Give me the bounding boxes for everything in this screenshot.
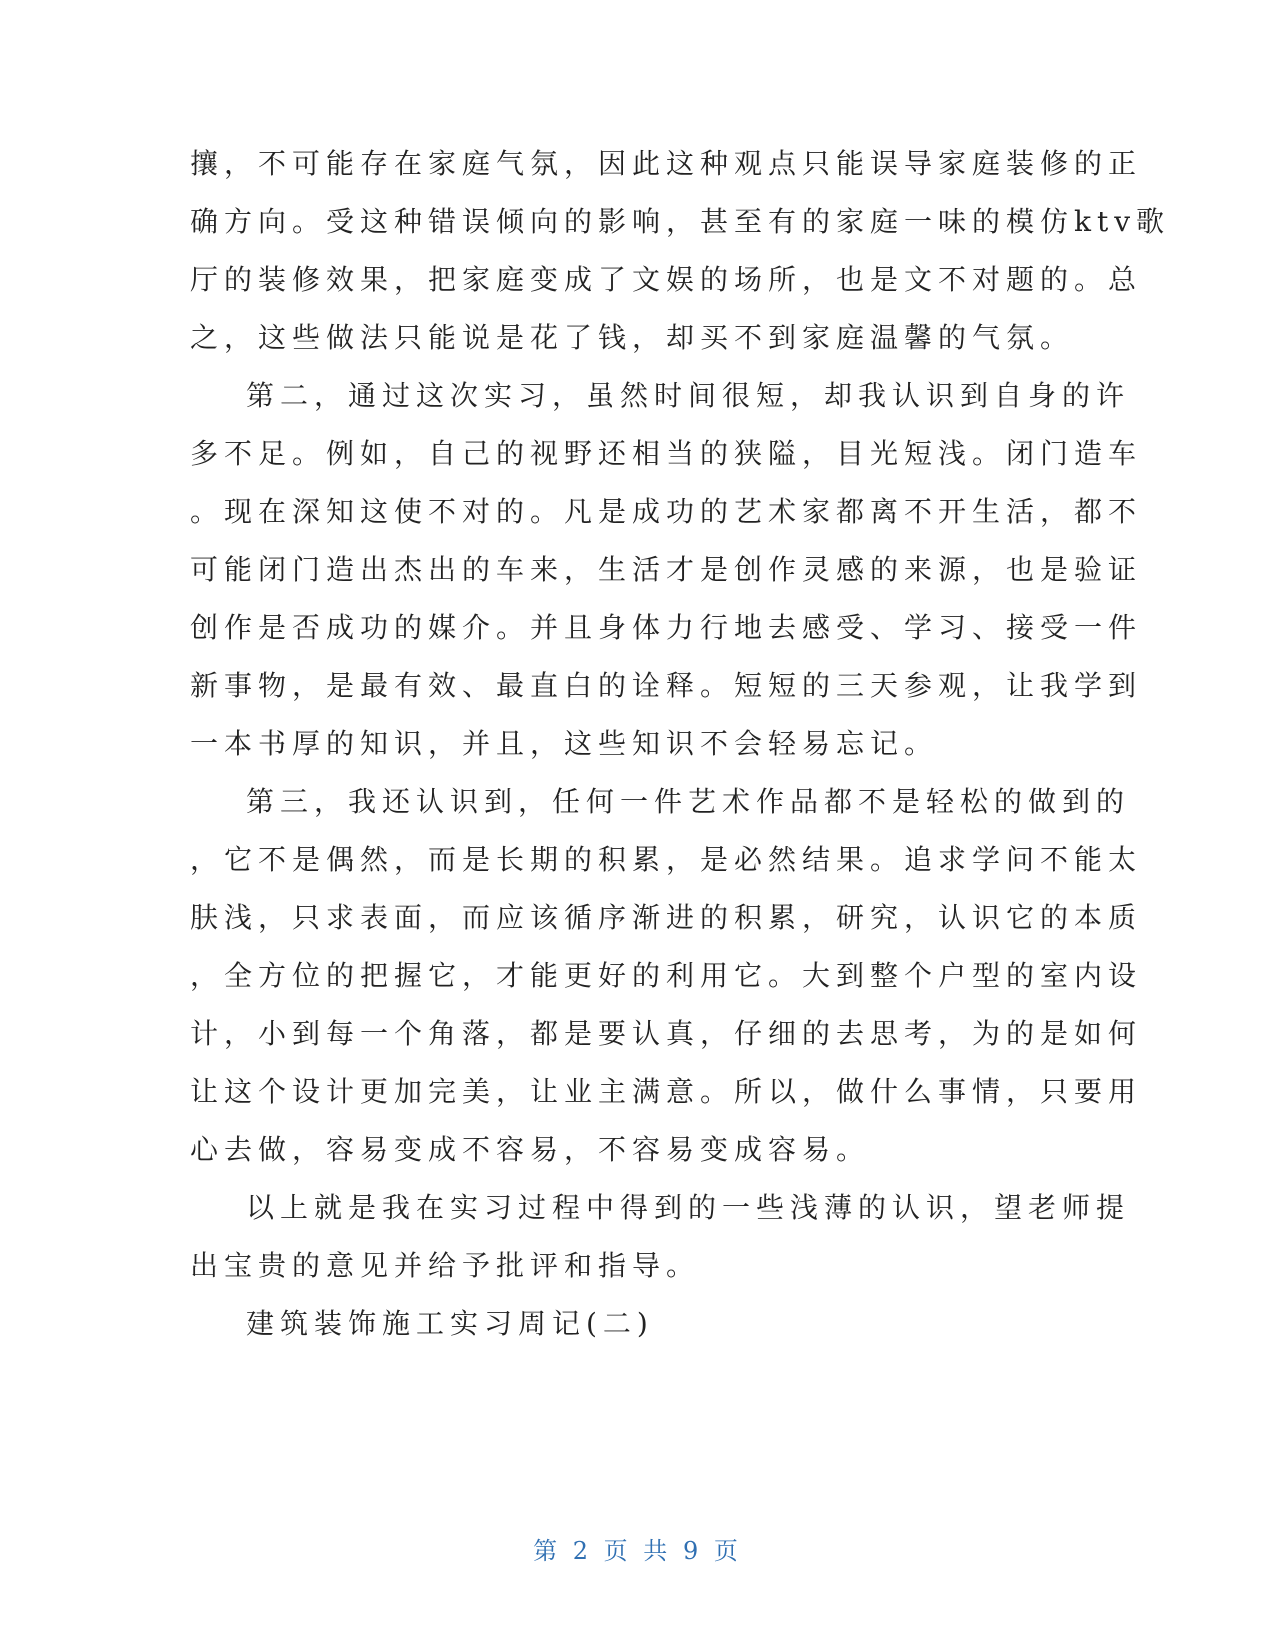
text-line: 肤浅，只求表面，而应该循序渐进的积累，研究，认识它的本质 [190, 901, 1143, 934]
text-line: 以上就是我在实习过程中得到的一些浅薄的认识，望老师提 [246, 1191, 1131, 1224]
text-line: 第三，我还认识到，任何一件艺术作品都不是轻松的做到的 [246, 785, 1131, 818]
text-line: ，它不是偶然，而是长期的积累，是必然结果。追求学问不能太 [190, 843, 1143, 876]
text-line: 之，这些做法只能说是花了钱，却买不到家庭温馨的气氛。 [190, 321, 1075, 354]
text-line: 。现在深知这使不对的。凡是成功的艺术家都离不开生活，都不 [190, 495, 1143, 528]
text-line: 第二，通过这次实习，虽然时间很短，却我认识到自身的许 [246, 379, 1131, 412]
page-footer: 第 2 页 共 9 页 [533, 1537, 742, 1565]
text-line: ，全方位的把握它，才能更好的利用它。大到整个户型的室内设 [190, 959, 1143, 992]
section-heading: 建筑装饰施工实习周记(二) [246, 1307, 654, 1340]
text-line: 可能闭门造出杰出的车来，生活才是创作灵感的来源，也是验证 [190, 553, 1143, 586]
text-line: 心去做，容易变成不容易，不容易变成容易。 [190, 1133, 871, 1166]
text-line: 多不足。例如，自己的视野还相当的狭隘，目光短浅。闭门造车 [190, 437, 1143, 470]
text-line: 一本书厚的知识，并且，这些知识不会轻易忘记。 [190, 727, 939, 760]
text-line: 确方向。受这种错误倾向的影响，甚至有的家庭一味的模仿ktv歌 [190, 205, 1171, 238]
text-line: 厅的装修效果，把家庭变成了文娱的场所，也是文不对题的。总 [190, 263, 1143, 296]
text-line: 新事物，是最有效、最直白的诠释。短短的三天参观，让我学到 [190, 669, 1143, 702]
text-line: 攘，不可能存在家庭气氛，因此这种观点只能误导家庭装修的正 [190, 147, 1143, 180]
text-line: 让这个设计更加完美，让业主满意。所以，做什么事情，只要用 [190, 1075, 1143, 1108]
text-line: 计，小到每一个角落，都是要认真，仔细的去思考，为的是如何 [190, 1017, 1143, 1050]
text-line: 创作是否成功的媒介。并且身体力行地去感受、学习、接受一件 [190, 611, 1143, 644]
text-line: 出宝贵的意见并给予批评和指导。 [190, 1249, 701, 1282]
